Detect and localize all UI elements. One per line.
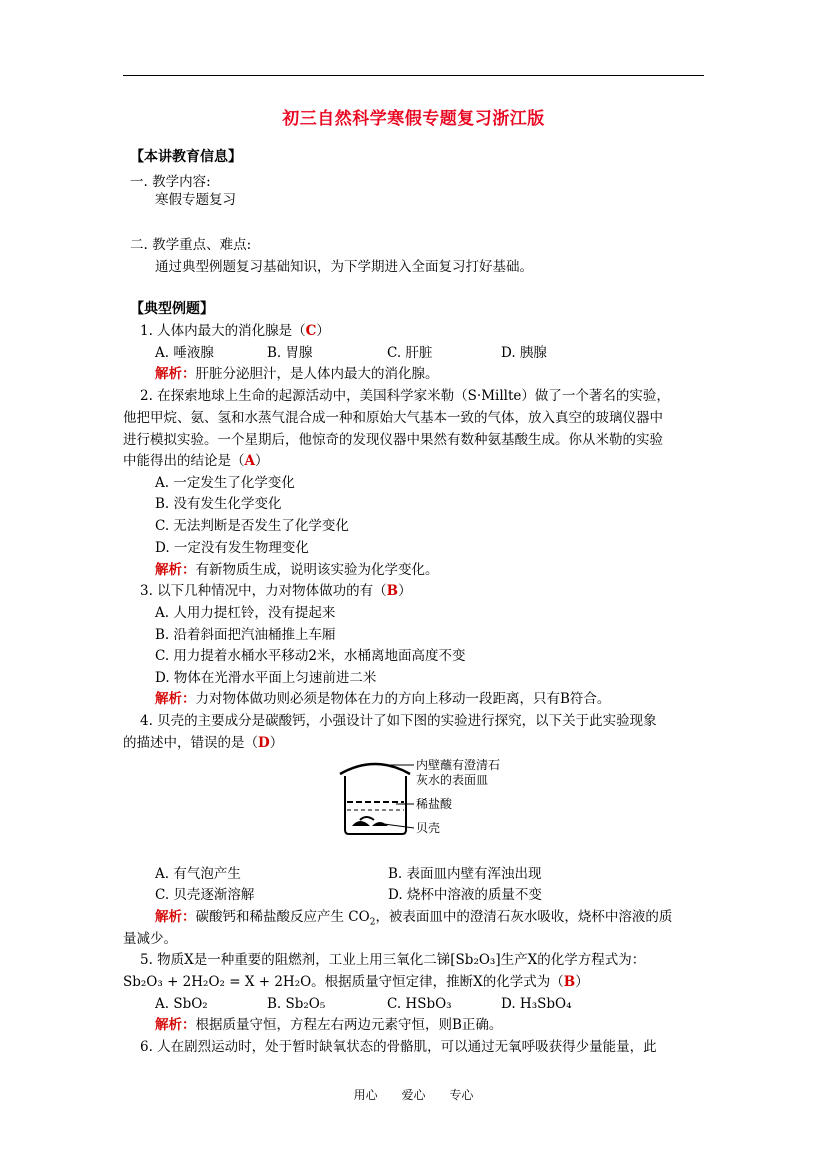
question-4-option-a: A. 有气泡产生 [155, 866, 241, 882]
figure-label-shell: 贝壳 [416, 821, 441, 835]
teaching-content-body: 寒假专题复习 [155, 192, 236, 208]
question-5-option-c: C. HSbO₃ [387, 996, 452, 1012]
question-1-stem: 1. 人体内最大的消化腺是（C） [140, 323, 330, 339]
question-4-line-2: 的描述中，错误的是（D） [123, 735, 284, 751]
question-4-analysis: 解析：碳酸钙和稀盐酸反应产生 $CO_2$，被表面皿中的澄清石灰水吸收，烧杯中溶液的质 [155, 909, 673, 928]
question-2-line-2: 他把甲烷、氨、氢和水蒸气混合成一种和原始大气基本一致的气体，放入真空的玻璃仪器中 [123, 410, 663, 426]
question-2-option-a: A. 一定发生了化学变化 [155, 475, 295, 491]
question-5-option-a: A. SbO₂ [155, 996, 208, 1012]
beaker-experiment-figure [330, 754, 510, 844]
header-rule [123, 75, 704, 76]
question-1-option-d: D. 胰腺 [501, 345, 547, 361]
question-5-analysis: 解析：根据质量守恒，方程左右两边元素守恒，则B正确。 [155, 1017, 503, 1033]
question-2-option-d: D. 一定没有发生物理变化 [155, 540, 309, 556]
question-2-option-c: C. 无法判断是否发生了化学变化 [155, 518, 349, 534]
question-1-answer: C [305, 323, 317, 339]
question-1-option-c: C. 肝脏 [387, 345, 433, 361]
figure-label-acid: 稀盐酸 [416, 797, 453, 811]
question-2-line-1: 2. 在探索地球上生命的起源活动中，美国科学家米勒（S·Millte）做了一个著名的实验， [140, 388, 670, 404]
question-3-option-a: A. 人用力提杠铃，没有提起来 [155, 605, 336, 621]
question-5-answer: B [563, 974, 576, 990]
question-3-option-c: C. 用力提着水桶水平移动2米，水桶离地面高度不变 [155, 648, 466, 664]
question-5-option-b: B. Sb₂O₅ [267, 996, 326, 1012]
footer-word-3: 专心 [449, 1088, 474, 1102]
question-4-option-d: D. 烧杯中溶液的质量不变 [388, 887, 542, 903]
section-heading-examples: 【典型例题】 [130, 301, 214, 317]
question-1-option-a: A. 唾液腺 [155, 345, 214, 361]
question-4-line-1: 4. 贝壳的主要成分是碳酸钙，小强设计了如下图的实验进行探究，以下关于此实验现象 [140, 713, 657, 729]
question-3-option-d: D. 物体在光滑水平面上匀速前进二米 [155, 670, 377, 686]
question-1-analysis: 解析：肝脏分泌胆汁，是人体内最大的消化腺。 [155, 366, 439, 382]
question-2-option-b: B. 没有发生化学变化 [155, 496, 282, 512]
question-3-answer: B [386, 583, 399, 599]
section-heading-info: 【本讲教育信息】 [130, 149, 242, 165]
question-6-line-1: 6. 人在剧烈运动时，处于暂时缺氧状态的骨骼肌，可以通过无氧呼吸获得少量能量，此 [140, 1039, 657, 1055]
question-3-option-b: B. 沿着斜面把汽油桶推上车厢 [155, 627, 336, 643]
question-2-line-3: 进行模拟实验。一个星期后，他惊奇的发现仪器中果然有数种氨基酸生成。你从米勒的实验 [123, 432, 663, 448]
question-5-option-d: D. H₃SbO₄ [501, 996, 572, 1012]
question-4-option-c: C. 贝壳逐渐溶解 [155, 887, 255, 903]
footer-word-1: 用心 [353, 1088, 378, 1102]
footer-word-2: 爱心 [401, 1088, 426, 1102]
question-2-analysis: 解析：有新物质生成，说明该实验为化学变化。 [155, 562, 439, 578]
question-4-analysis-line-2: 量减少。 [123, 931, 177, 947]
page-title: 初三自然科学寒假专题复习浙江版 [282, 109, 545, 129]
question-2-answer: A [244, 453, 255, 469]
question-4-answer: D [258, 735, 270, 751]
question-5-line-2: Sb₂O₃ + 2H₂O₂ = X + 2H₂O。根据质量守恒定律，推断X的化学式为（B） [123, 974, 589, 990]
question-5-line-1: 5. 物质X是一种重要的阻燃剂，工业上用三氧化二锑[Sb₂O₃]生产X的化学方程式为： [140, 952, 646, 968]
teaching-content-heading: 一. 教学内容: [130, 174, 211, 190]
question-4-option-b: B. 表面皿内壁有浑浊出现 [388, 866, 542, 882]
question-1-option-b: B. 胃腺 [267, 345, 313, 361]
page-footer [0, 1086, 827, 1103]
figure-label-watch-glass-2: 灰水的表面皿 [416, 773, 489, 787]
key-points-heading: 二. 教学重点、难点: [130, 237, 252, 253]
question-3-analysis: 解析：力对物体做功则必须是物体在力的方向上移动一段距离，只有B符合。 [155, 691, 611, 707]
key-points-body: 通过典型例题复习基础知识，为下学期进入全面复习打好基础。 [155, 259, 533, 275]
question-3-stem: 3. 以下几种情况中，力对物体做功的有（B） [140, 583, 412, 599]
figure-label-watch-glass-1: 内壁蘸有澄清石 [416, 758, 501, 772]
question-2-line-4: 中能得出的结论是（A） [123, 453, 269, 469]
